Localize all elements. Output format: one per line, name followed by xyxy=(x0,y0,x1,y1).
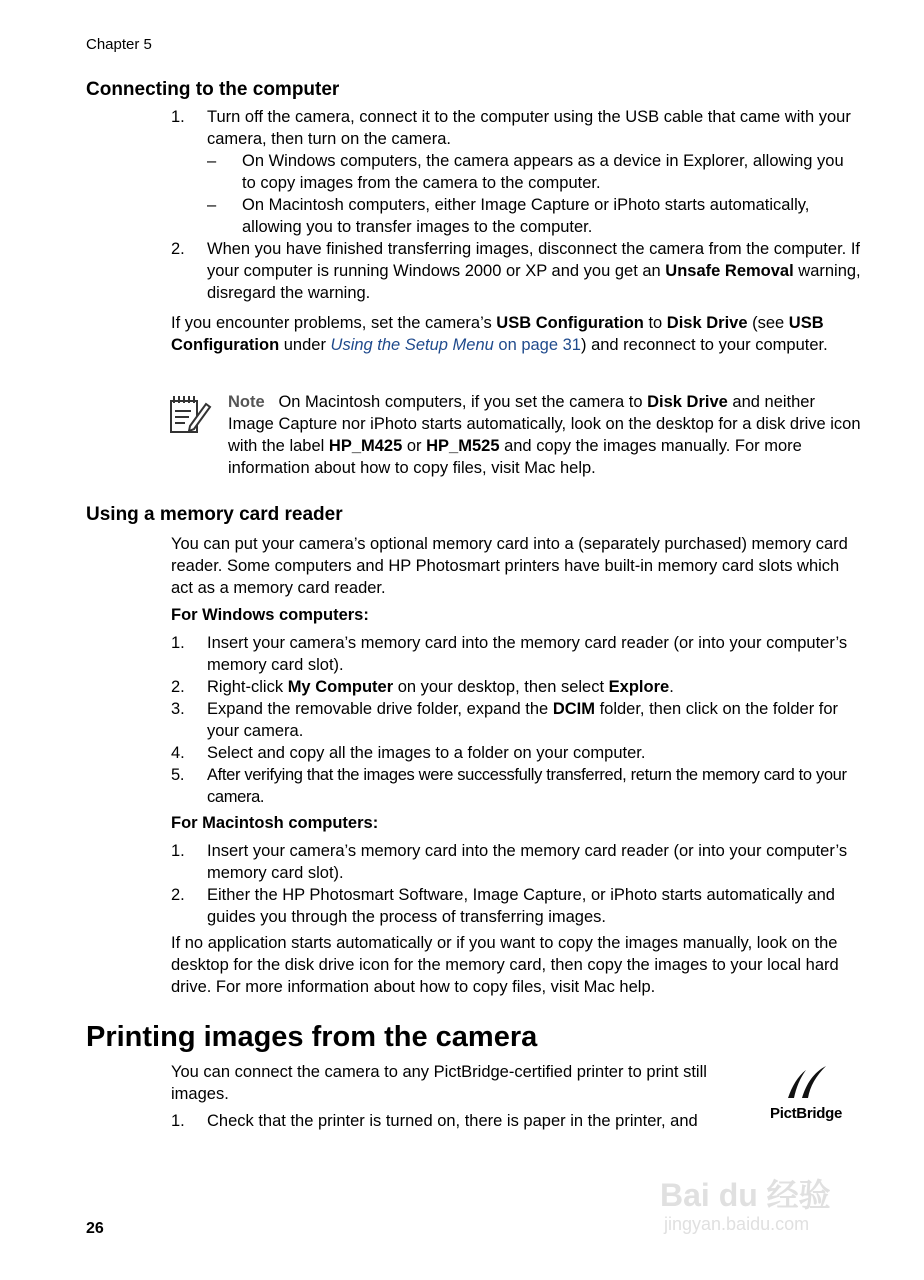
baidu-watermark-url: jingyan.baidu.com xyxy=(664,1214,810,1234)
printing-intro: You can connect the camera to any PictBridge-certified printer to print still images. xyxy=(171,1063,707,1103)
dash-bullet: – xyxy=(207,152,217,170)
step-text: Check that the printer is turned on, there is paper in the printer, and xyxy=(207,1112,698,1130)
note-text: and copy the images manually. For more information about how to copy files, visit Mac help. xyxy=(228,437,802,477)
baidu-watermark: Bai du 经验 xyxy=(660,1177,831,1213)
para-text: ) and reconnect to your computer. xyxy=(580,336,828,354)
chapter-header: Chapter 5 xyxy=(86,36,152,53)
hp-m425-label: HP_M425 xyxy=(328,437,403,455)
mac-steps xyxy=(171,840,861,928)
step-number: 2. xyxy=(171,678,185,696)
note-text: On Macintosh computers, if you set the camera to xyxy=(278,393,648,411)
substep-text: On Windows computers, the camera appears as a device in Explorer, allowing you to copy images from the camera to the computer. xyxy=(242,152,844,192)
step-text: Turn off the camera, connect it to the computer using the USB cable that came with your camera, then turn on the camera. xyxy=(207,108,851,148)
step-text: Expand the removable drive folder, expand the xyxy=(207,700,553,718)
win-step-4 xyxy=(171,742,861,764)
note-box xyxy=(228,391,861,479)
step-text: on your desktop, then select xyxy=(393,678,609,696)
card-reader-intro: You can put your camera’s optional memory card into a (separately purchased) memory card reader. Some computers and HP Photosmart printers have built-in memory card slots which act as a memory card reader. xyxy=(171,535,848,597)
pictbridge-text: PictBridge xyxy=(770,1105,843,1122)
usb-config-term: USB Configuration xyxy=(171,314,824,354)
para-text: (see xyxy=(747,314,789,332)
note-text: and neither Image Capture nor iPhoto starts automatically, look on the desktop for a disk drive icon with the label xyxy=(228,393,861,455)
link-page[interactable]: on page 31 xyxy=(493,336,581,354)
step-text-end: warning, disregard the warning. xyxy=(207,262,861,302)
disk-drive-term: Disk Drive xyxy=(647,393,728,411)
card-reader-outro: If no application starts automatically or if you want to copy the images manually, look on the desktop for the disk drive icon for the memory card, then copy the images to your local hard drive. For more information about how to copy files, visit Mac help. xyxy=(171,934,839,996)
note-label: Note xyxy=(228,393,265,411)
step-number: 1. xyxy=(171,108,185,126)
mac-step-1 xyxy=(171,840,861,884)
substep-windows xyxy=(207,150,861,194)
win-step-2 xyxy=(171,676,861,698)
dcim-term: DCIM xyxy=(552,700,595,718)
step-number: 2. xyxy=(171,240,185,258)
note-icon xyxy=(168,393,212,435)
substep-text: On Macintosh computers, either Image Capture or iPhoto starts automatically, allowing you to transfer images to the computer. xyxy=(242,196,810,236)
windows-heading: For Windows computers: xyxy=(171,606,369,624)
printing-steps xyxy=(171,1110,756,1132)
section-title-card-reader: Using a memory card reader xyxy=(86,504,343,525)
step-number: 1. xyxy=(171,842,185,860)
step-text: Insert your camera’s memory card into the memory card reader (or into your computer’s memory card slot). xyxy=(207,634,848,674)
step-number: 5. xyxy=(171,766,185,784)
step-number: 2. xyxy=(171,886,185,904)
hp-m525-label: HP_M525 xyxy=(426,437,500,455)
step-text: Insert your camera’s memory card into the memory card reader (or into your computer’s memory card slot). xyxy=(207,842,848,882)
section-title-connecting: Connecting to the computer xyxy=(86,79,340,100)
para-text: If you encounter problems, set the camera’s xyxy=(171,314,497,332)
note-text: or xyxy=(402,437,427,455)
link-title[interactable]: Using the Setup Menu xyxy=(330,336,494,354)
disk-drive-term: Disk Drive xyxy=(666,314,748,332)
connect-steps xyxy=(171,106,861,304)
step-number: 1. xyxy=(171,1112,185,1130)
step-2 xyxy=(171,238,861,304)
usb-config-term: USB Configuration xyxy=(496,314,644,332)
print-step-1 xyxy=(171,1110,756,1132)
dash-bullet: – xyxy=(207,196,217,214)
step-text: Right-click xyxy=(207,678,288,696)
pictbridge-mark-icon xyxy=(770,1064,842,1100)
section-title-printing: Printing images from the camera xyxy=(86,1021,538,1053)
mac-heading: For Macintosh computers: xyxy=(171,814,379,832)
step-text: . xyxy=(669,678,674,696)
explore-term: Explore xyxy=(608,678,670,696)
step-number: 3. xyxy=(171,700,185,718)
pictbridge-logo xyxy=(770,1064,842,1126)
page-number: 26 xyxy=(86,1220,104,1237)
windows-steps xyxy=(171,632,861,808)
step-text: Select and copy all the images to a folder on your computer. xyxy=(207,744,646,762)
step-text: After verifying that the images were successfully transferred, return the memory card to your camera. xyxy=(207,766,847,806)
step-number: 1. xyxy=(171,634,185,652)
step-text: When you have finished transferring images, disconnect the camera from the computer. If your computer is running Windows 2000 or XP and you get an xyxy=(207,240,860,280)
win-step-3 xyxy=(171,698,861,742)
step-number: 4. xyxy=(171,744,185,762)
troubleshoot-paragraph xyxy=(171,312,861,356)
para-text: under xyxy=(279,336,331,354)
win-step-1 xyxy=(171,632,861,676)
unsafe-removal-term: Unsafe Removal xyxy=(665,262,794,280)
win-step-5 xyxy=(171,764,861,808)
para-text: to xyxy=(643,314,667,332)
setup-menu-link[interactable] xyxy=(331,336,581,354)
step-text: folder, then click on the folder for your camera. xyxy=(207,700,839,740)
step-text: Either the HP Photosmart Software, Image Capture, or iPhoto starts automatically and guides you through the process of transferring images. xyxy=(207,886,835,926)
my-computer-term: My Computer xyxy=(287,678,394,696)
mac-step-2 xyxy=(171,884,861,928)
step-1 xyxy=(171,106,861,150)
substep-mac xyxy=(207,194,861,238)
